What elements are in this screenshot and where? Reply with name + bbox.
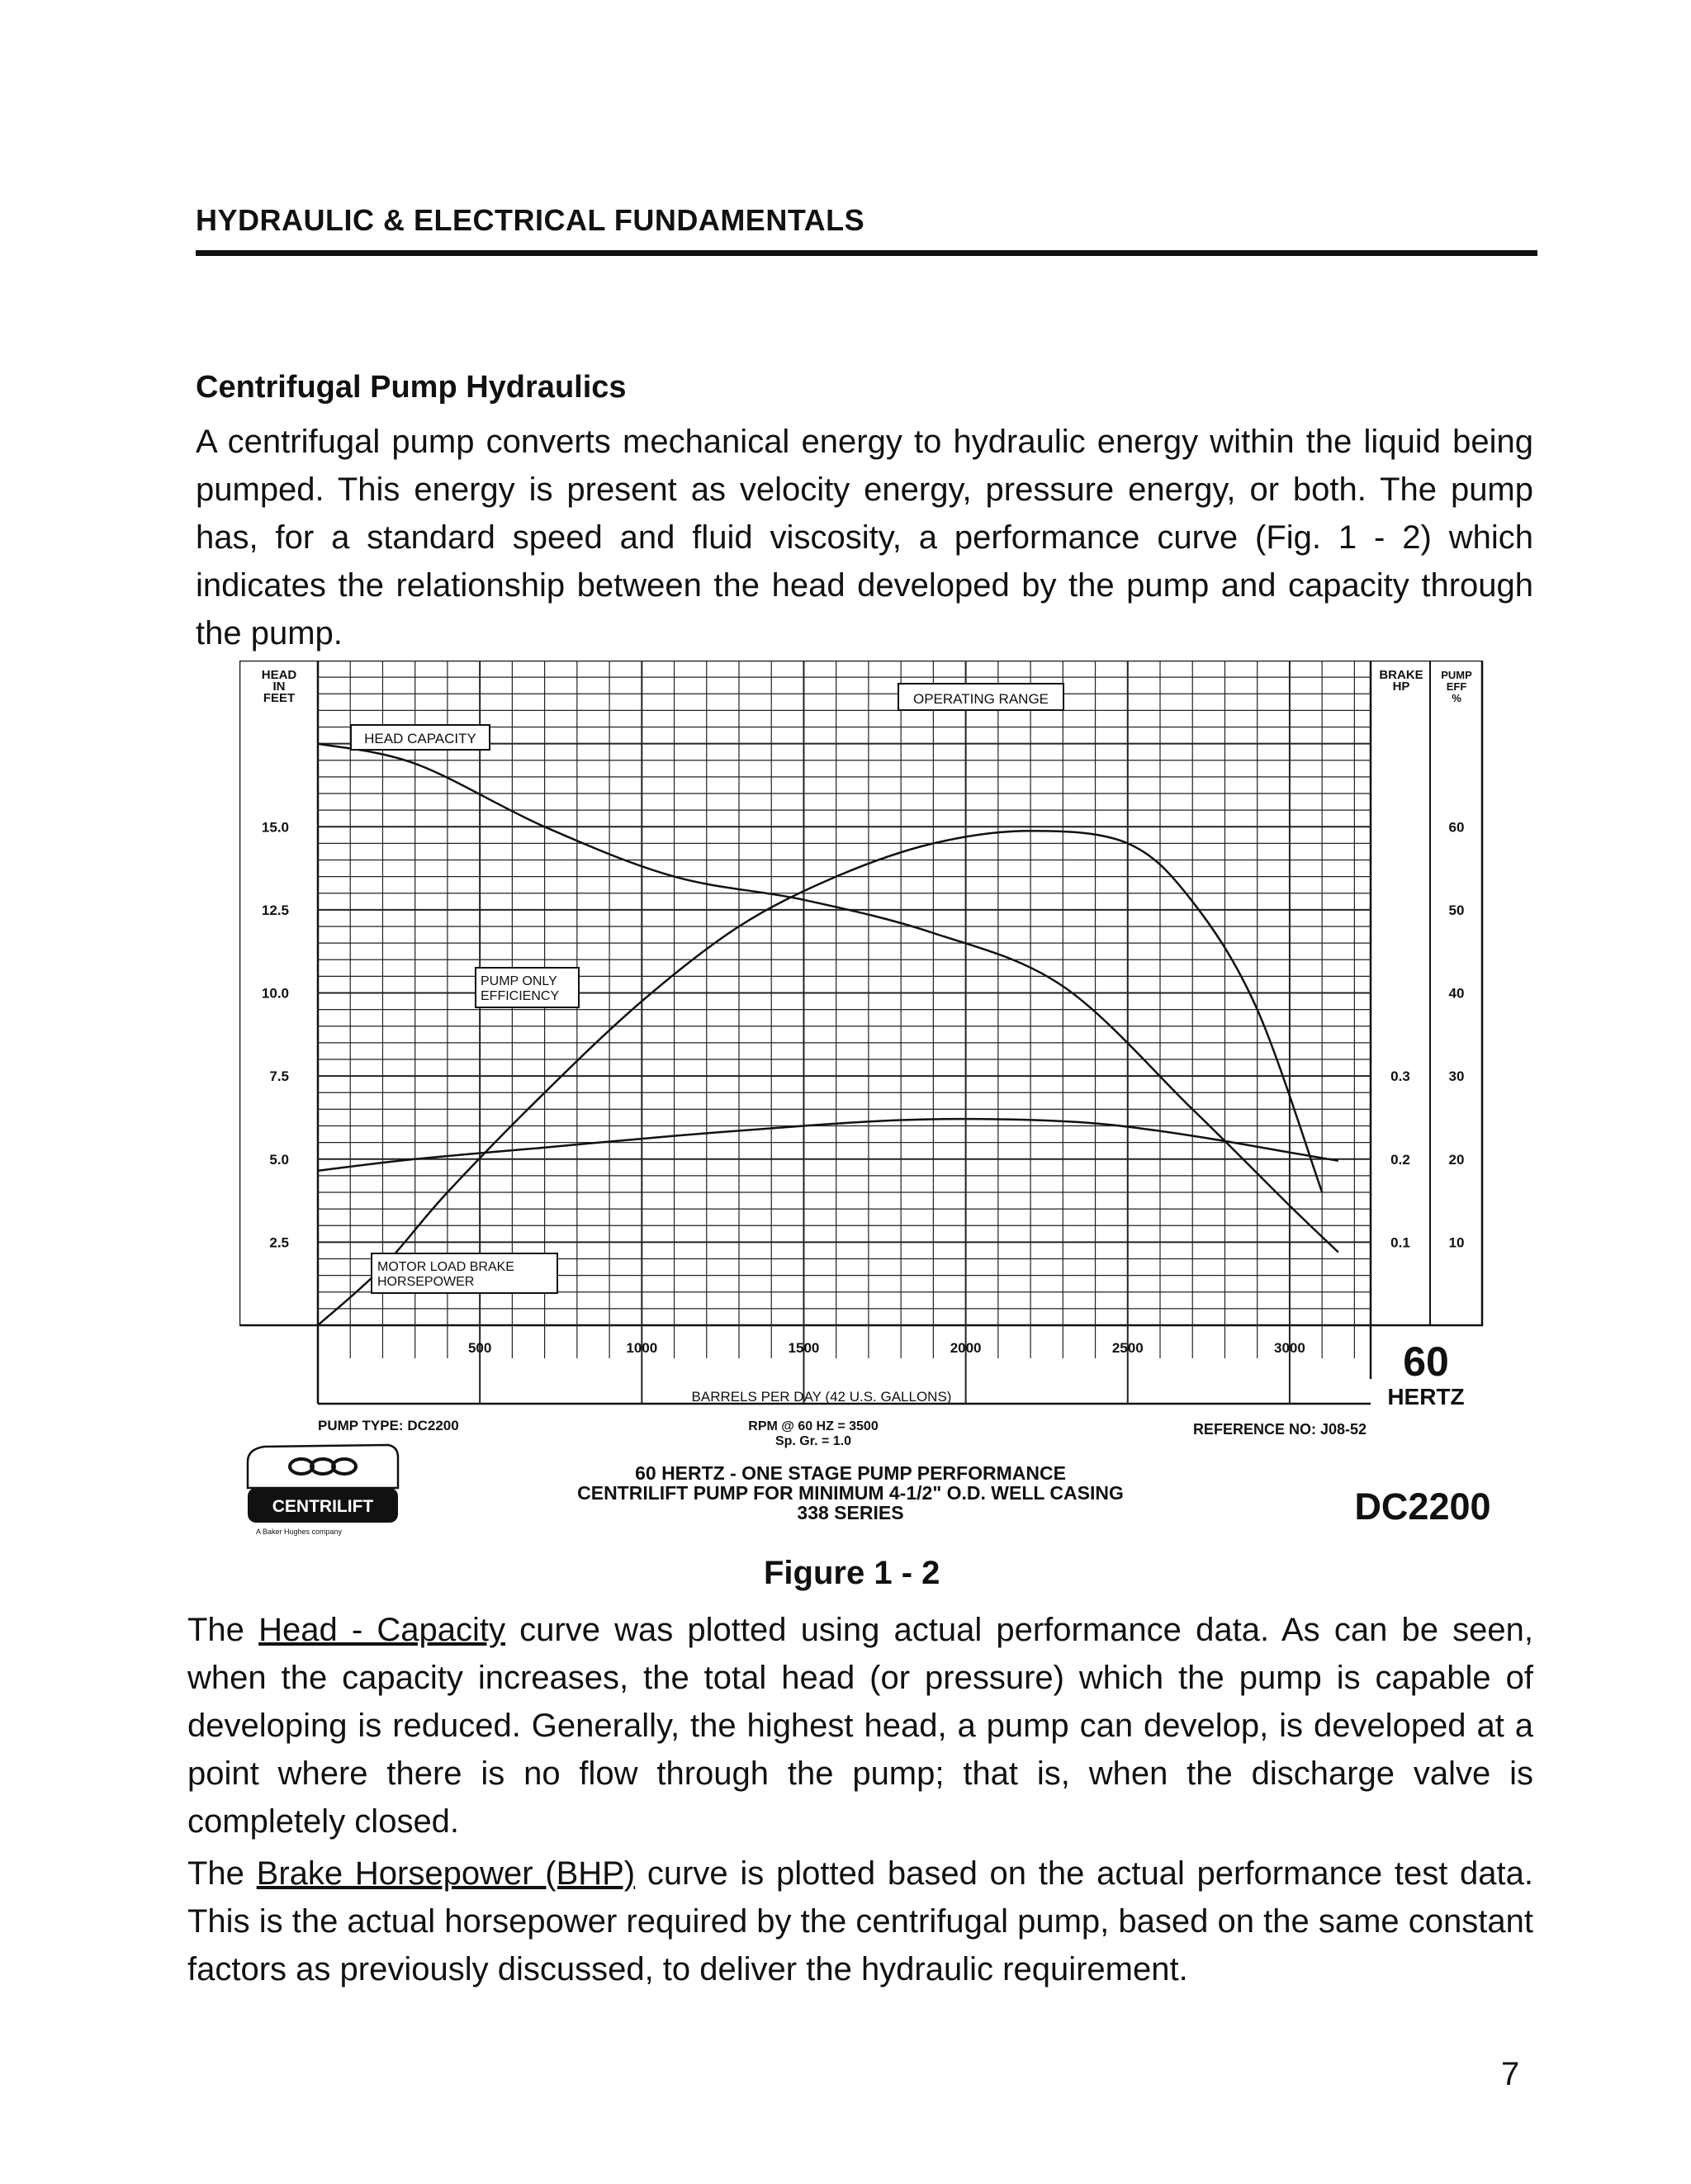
header-rule [196,250,1537,256]
x-tick: 3000 [1274,1340,1305,1356]
svg-text:CENTRILIFT: CENTRILIFT [272,1497,374,1516]
operating-range-label: OPERATING RANGE [912,691,1049,707]
pump-type: PUMP TYPE: DC2200 [318,1418,459,1433]
efficiency-curve [318,831,1322,1325]
x-tick: 1500 [788,1340,820,1356]
head-tick-labels [262,819,289,1250]
chart-title-line1: 60 HERTZ - ONE STAGE PUMP PERFORMANCE [635,1462,1066,1484]
section-header: HYDRAULIC & ELECTRICAL FUNDAMENTALS [196,203,865,237]
efficiency-label: PUMP ONLY EFFICIENCY [481,974,560,1003]
x-tick: 2500 [1111,1340,1144,1356]
x-axis-label: BARRELS PER DAY (42 U.S. GALLONS) [691,1389,952,1405]
eff-tick: 50 [1448,902,1465,918]
head-capacity-label: HEAD CAPACITY [364,731,476,746]
head-tick: 15.0 [261,819,289,836]
figure-caption: Figure 1 - 2 [764,1555,940,1591]
model-number: DC2200 [1354,1485,1491,1528]
eff-tick: 10 [1448,1234,1465,1251]
head-axis-label: HEAD IN FEET [261,668,297,705]
brake-horsepower-curve [318,1119,1338,1171]
eff-tick-labels [1449,819,1465,1250]
bhp-tick: 0.2 [1390,1151,1410,1168]
hertz-number: 60 [1403,1338,1449,1385]
bhp-tick-labels [1390,1068,1410,1250]
bhp-tick: 0.3 [1390,1068,1410,1085]
eff-axis-label: PUMP EFF % [1441,669,1472,704]
bhp-axis-label: BRAKE HP [1379,668,1423,694]
head-capacity-paragraph: The Head - Capacity curve was plotted using actual performance data. As can be seen, when the capacity increases, the total head (or pressure) which the pump is capable of developing is reduced. Generally, the highest head, a pump can develop, is developed at a point where there is no flow through the pump; that is, when the discharge valve is completely closed. [187,1612,1534,1840]
head-tick: 7.5 [269,1068,289,1085]
page-number: 7 [1501,2056,1520,2092]
head-tick: 2.5 [269,1234,289,1251]
svg-text:A Baker Hughes company: A Baker Hughes company [256,1528,343,1536]
eff-tick: 60 [1448,819,1465,836]
bhp-term: Brake Horsepower (BHP) [256,1855,636,1892]
chart-title-line2: CENTRILIFT PUMP FOR MINIMUM 4-1/2" O.D. WELL CASING [577,1482,1124,1504]
hertz-label: HERTZ [1387,1384,1465,1409]
x-tick: 1000 [626,1340,658,1356]
head-tick: 10.0 [261,985,289,1002]
centrilift-logo [248,1445,398,1536]
head-capacity-term: Head - Capacity [258,1612,505,1648]
bhp-paragraph: The Brake Horsepower (BHP) curve is plotted based on the actual performance test data. This is the actual horsepower required by the centrifugal pump, based on the same constant factors as previously discussed, to deliver the hydraulic requirement. [187,1855,1533,1987]
eff-tick: 30 [1448,1068,1465,1085]
sp-gr-label: Sp. Gr. = 1.0 [774,1434,852,1448]
intro-paragraph: A centrifugal pump converts mechanical energy to hydraulic energy within the liquid being pumped. This energy is present as velocity energy, pressure energy, or both. The pump has, for a standard speed and fluid viscosity, a performance curve (Fig. 1 - 2) which indicates the relationship between the head developed by the pump and capacity through the pump. [196,424,1533,651]
rpm-label: RPM @ 60 HZ = 3500 [748,1419,879,1433]
eff-tick: 40 [1448,985,1465,1002]
eff-tick: 20 [1448,1151,1465,1168]
x-tick: 2000 [950,1340,982,1356]
sub-heading: Centrifugal Pump Hydraulics [196,370,627,405]
chart-title-line3: 338 SERIES [797,1502,904,1523]
motor-load-label: MOTOR LOAD BRAKE HORSEPOWER [377,1260,514,1289]
x-tick: 500 [467,1340,492,1356]
pump-performance-chart [239,661,1511,1544]
bhp-tick: 0.1 [1390,1234,1410,1251]
head-tick: 12.5 [261,902,289,918]
reference-number: REFERENCE NO: J08-52 [1192,1421,1367,1438]
x-tick-labels [468,1340,1305,1356]
chart-curves [318,744,1338,1325]
head-tick: 5.0 [269,1151,289,1168]
